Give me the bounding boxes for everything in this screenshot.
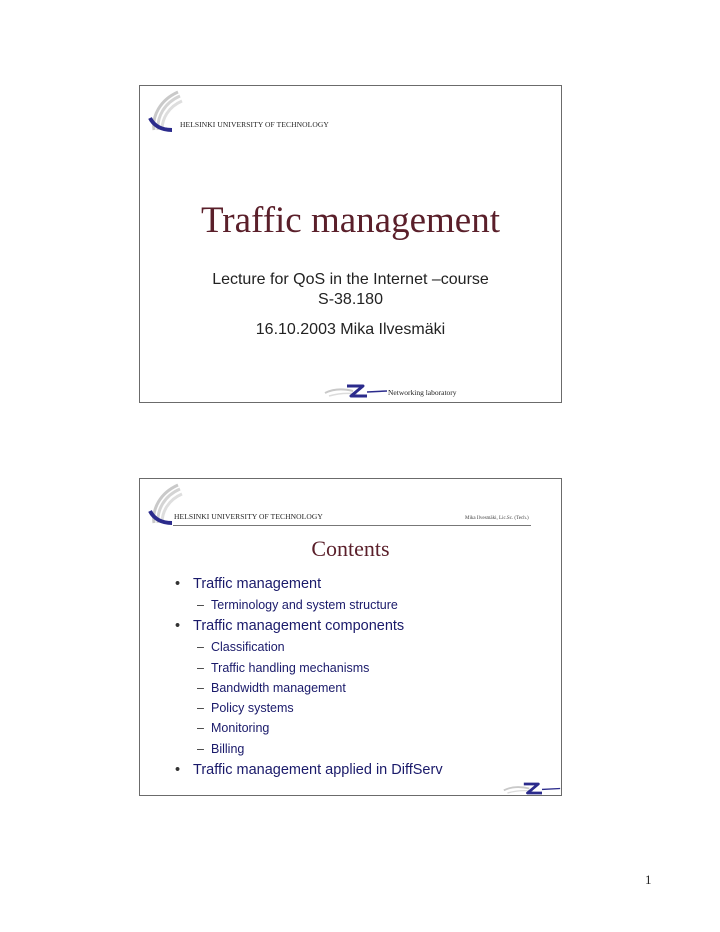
list-subitem: – Bandwidth management: [173, 678, 553, 698]
title-slide: [139, 85, 562, 403]
subtitle-date-author: 16.10.2003 Mika Ilvesmäki: [255, 321, 446, 338]
contents-list: [173, 573, 553, 781]
slide-title: Contents: [311, 536, 390, 561]
networking-lab-logo-icon: [323, 383, 389, 399]
subtitle-course: Lecture for QoS in the Internet –course: [212, 271, 489, 288]
university-name: HELSINKI UNIVERSITY OF TECHNOLOGY: [180, 120, 329, 129]
list-subitem: – Monitoring: [173, 718, 553, 738]
list-subitem: – Classification: [173, 637, 553, 657]
lab-name: Networking laboratory: [388, 388, 457, 397]
university-name: HELSINKI UNIVERSITY OF TECHNOLOGY: [174, 512, 323, 521]
list-item: • Traffic management components: [173, 615, 553, 637]
list-subitem: – Traffic handling mechanisms: [173, 658, 553, 678]
author-name: Mika Ilvesmäki, Lic.Sc. (Tech.): [465, 516, 529, 521]
list-item: • Traffic management: [173, 573, 553, 595]
list-subitem: – Policy systems: [173, 698, 553, 718]
university-logo-icon: [148, 90, 184, 134]
networking-lab-logo-icon: [502, 781, 562, 796]
list-item: • Traffic management applied in DiffServ: [173, 759, 553, 781]
subtitle-code: S-38.180: [318, 291, 383, 308]
slide-title: Traffic management: [201, 200, 500, 241]
page-number: 1: [645, 872, 652, 887]
list-subitem: – Billing: [173, 739, 553, 759]
list-subitem: – Terminology and system structure: [173, 595, 553, 615]
contents-slide: [139, 478, 562, 796]
header-divider: [173, 525, 531, 526]
